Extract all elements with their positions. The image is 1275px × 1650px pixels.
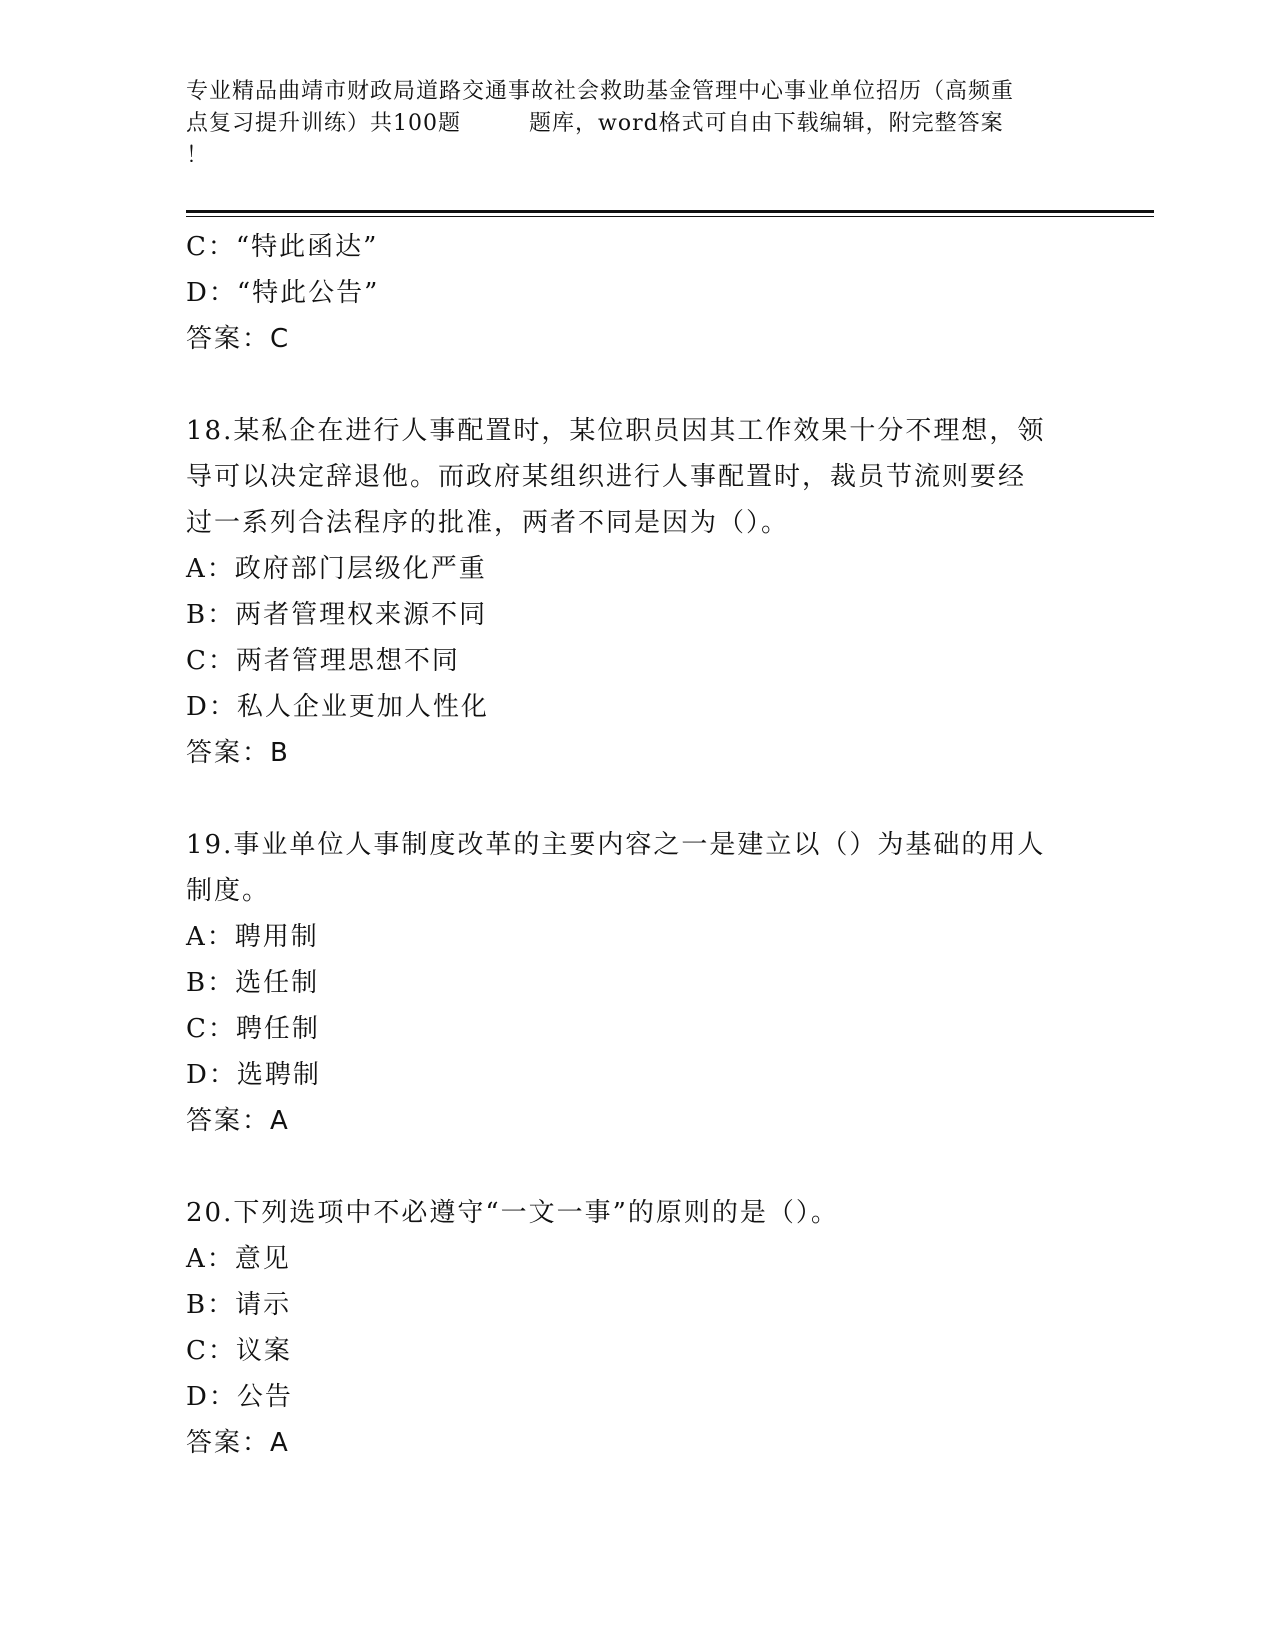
header-line-2-part-1: 点复习提升训练）共100题: [186, 111, 461, 136]
question-text-line: 导可以决定辞退他。而政府某组织进行人事配置时，裁员节流则要经: [186, 462, 1027, 492]
option-d: D：公告: [186, 1382, 293, 1412]
header-line-3: ！: [186, 143, 210, 168]
option-c: C：聘任制: [186, 1014, 320, 1044]
option-a: A：政府部门层级化严重: [186, 554, 487, 584]
option-a: A：聘用制: [186, 922, 319, 952]
header-line-2-part-2: 题库，word格式可自由下载编辑，附完整答案: [529, 111, 1004, 136]
option-d: D：私人企业更加人性化: [186, 692, 489, 722]
option-b: B：请示: [186, 1290, 292, 1320]
answer-line: 答案：A: [186, 1106, 290, 1136]
question-20: [186, 1190, 1086, 1466]
answer-line: 答案：A: [186, 1428, 290, 1458]
question-text-line: 制度。: [186, 876, 271, 906]
question-text-line: 20.下列选项中不必遵守“一文一事”的原则的是（）。: [186, 1198, 839, 1228]
question-content: [186, 224, 1086, 1466]
option-d: D：选聘制: [186, 1060, 321, 1090]
question-18: [186, 408, 1086, 776]
header-line-1: 专业精品曲靖市财政局道路交通事故社会救助基金管理中心事业单位招历（高频重: [186, 79, 1015, 104]
header-divider-thin: [186, 216, 1154, 217]
question-19: [186, 822, 1086, 1144]
header-divider-thick: [186, 210, 1154, 213]
question-text-line: 过一系列合法程序的批准，两者不同是因为（）。: [186, 508, 790, 538]
option-b: B：选任制: [186, 968, 320, 998]
answer-line: 答案：B: [186, 738, 290, 768]
option-a: A：意见: [186, 1244, 291, 1274]
header-line-2: [186, 108, 1086, 140]
previous-question-tail: [186, 224, 1086, 362]
question-text-line: 19.事业单位人事制度改革的主要内容之一是建立以（）为基础的用人: [186, 830, 1046, 860]
answer-line: 答案：C: [186, 324, 291, 354]
option-c: C：两者管理思想不同: [186, 646, 460, 676]
document-header: [186, 76, 1086, 172]
question-text-line: 18.某私企在进行人事配置时，某位职员因其工作效果十分不理想，领: [186, 416, 1046, 446]
option-c: C：议案: [186, 1336, 292, 1366]
option-b: B：两者管理权来源不同: [186, 600, 488, 630]
option-d: D：“特此公告”: [186, 278, 380, 308]
option-c: C：“特此函达”: [186, 232, 379, 262]
